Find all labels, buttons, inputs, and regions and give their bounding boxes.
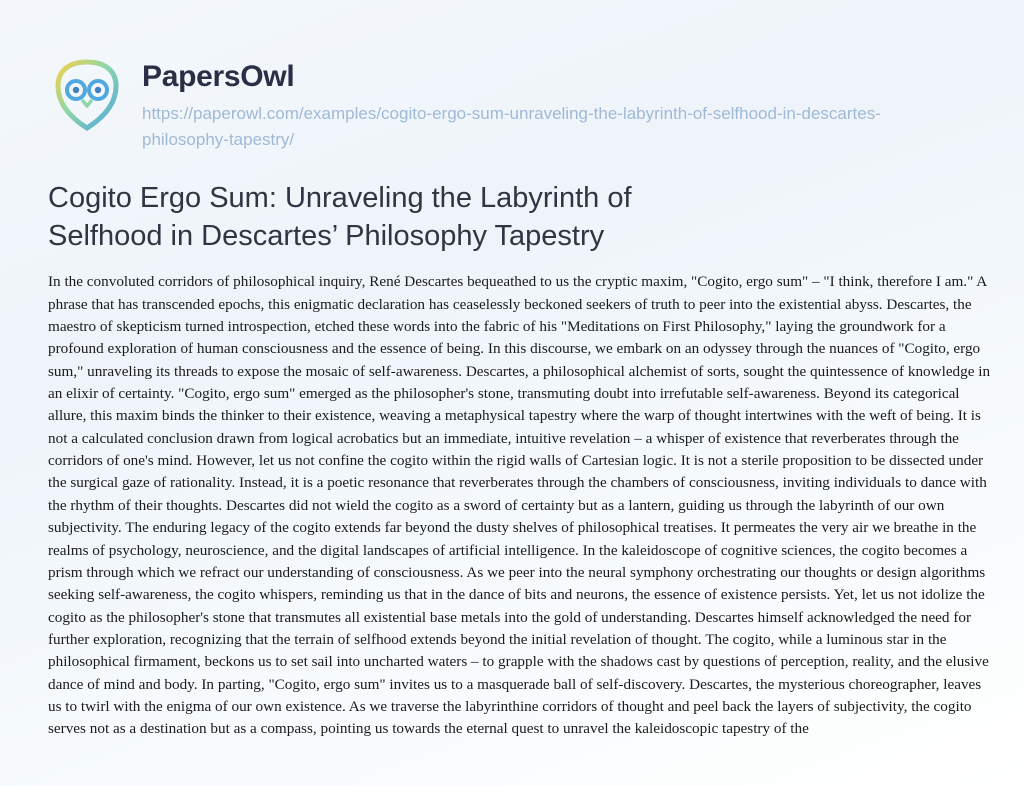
owl-logo-icon <box>48 56 126 134</box>
brand-name: PapersOwl <box>142 60 295 93</box>
document-header <box>26 24 998 152</box>
document-sheet <box>26 24 998 762</box>
brand-block <box>142 54 932 152</box>
page-title: Cogito Ergo Sum: Unraveling the Labyrinth of Selfhood in Descartes’ Philosophy Tapestry <box>48 182 632 252</box>
source-url: https://paperowl.com/examples/cogito-ergo-sum-unraveling-the-labyrinth-of-selfhood-in-descartes-philosophy-tapestry/ <box>142 104 881 149</box>
article-body: In the convoluted corridors of philosophical inquiry, René Descartes bequeathed to us the cryptic maxim, "Cogito, ergo sum" – "I think, therefore I am." A phrase that has transcended epochs, this enigmatic declaration has ceaselessly beckoned seekers of truth to peer into the existential abyss. Descartes, the maestro of skepticism turned introspection, etched these words into the fabric of his "Meditations on First Philosophy," laying the groundwork for a profound exploration of human consciousness and the essence of being. In this discourse, we embark on an odyssey through the nuances of "Cogito, ergo sum," unraveling its threads to expose the mosaic of self-awareness. Descartes, a philosophical alchemist of sorts, sought the quintessence of knowledge in an elixir of certainty. "Cogito, ergo sum" emerged as the philosopher's stone, transmuting doubt into irrefutable self-awareness. Beyond its categorical allure, this maxim binds the thinker to their existence, weaving a metaphysical tapestry where the warp of thought intertwines with the weft of being. It is not a calculated conclusion drawn from logical acrobatics but an immediate, intuitive revelation – a whisper of existence that reverberates through the corridors of one's mind. However, let us not confine the cogito within the rigid walls of Cartesian logic. It is not a sterile proposition to be dissected under the surgical gaze of rationality. Instead, it is a poetic resonance that reverberates through the chambers of consciousness, inviting individuals to dance with the rhythm of their thoughts. Descartes did not wield the cogito as a sword of certainty but as a lantern, guiding us through the labyrinth of our own subjectivity. The enduring legacy of the cogito extends far beyond the dusty shelves of philosophical treatises. It permeates the very air we breathe in the realms of psychology, neuroscience, and the digital landscapes of artificial intelligence. In the kaleidoscope of cognitive sciences, the cogito becomes a prism through which we refract our understanding of consciousness. As we peer into the neural symphony orchestrating our thoughts or design algorithms seeking self-awareness, the cogito whispers, reminding us that in the dance of bits and neurons, the essence of existence persists. Yet, let us not idolize the cogito as the philosopher's stone that transmutes all existential base metals into the gold of understanding. Descartes himself acknowledged the need for further exploration, recognizing that the terrain of selfhood extends beyond the initial revelation of thought. The cogito, while a luminous star in the philosophical firmament, beckons us to set sail into uncharted waters – to grapple with the shadows cast by questions of perception, reality, and the elusive dance of mind and body. In parting, "Cogito, ergo sum" invites us to a masquerade ball of self-discovery. Descartes, the mysterious choreographer, leaves us to twirl with the enigma of our own existence. As we traverse the labyrinthine corridors of thought and peel back the layers of subjectivity, the cogito serves not as a destination but as a compass, pointing us towards the eternal quest to unravel the kaleidoscopic tapestry of the <box>48 273 991 738</box>
